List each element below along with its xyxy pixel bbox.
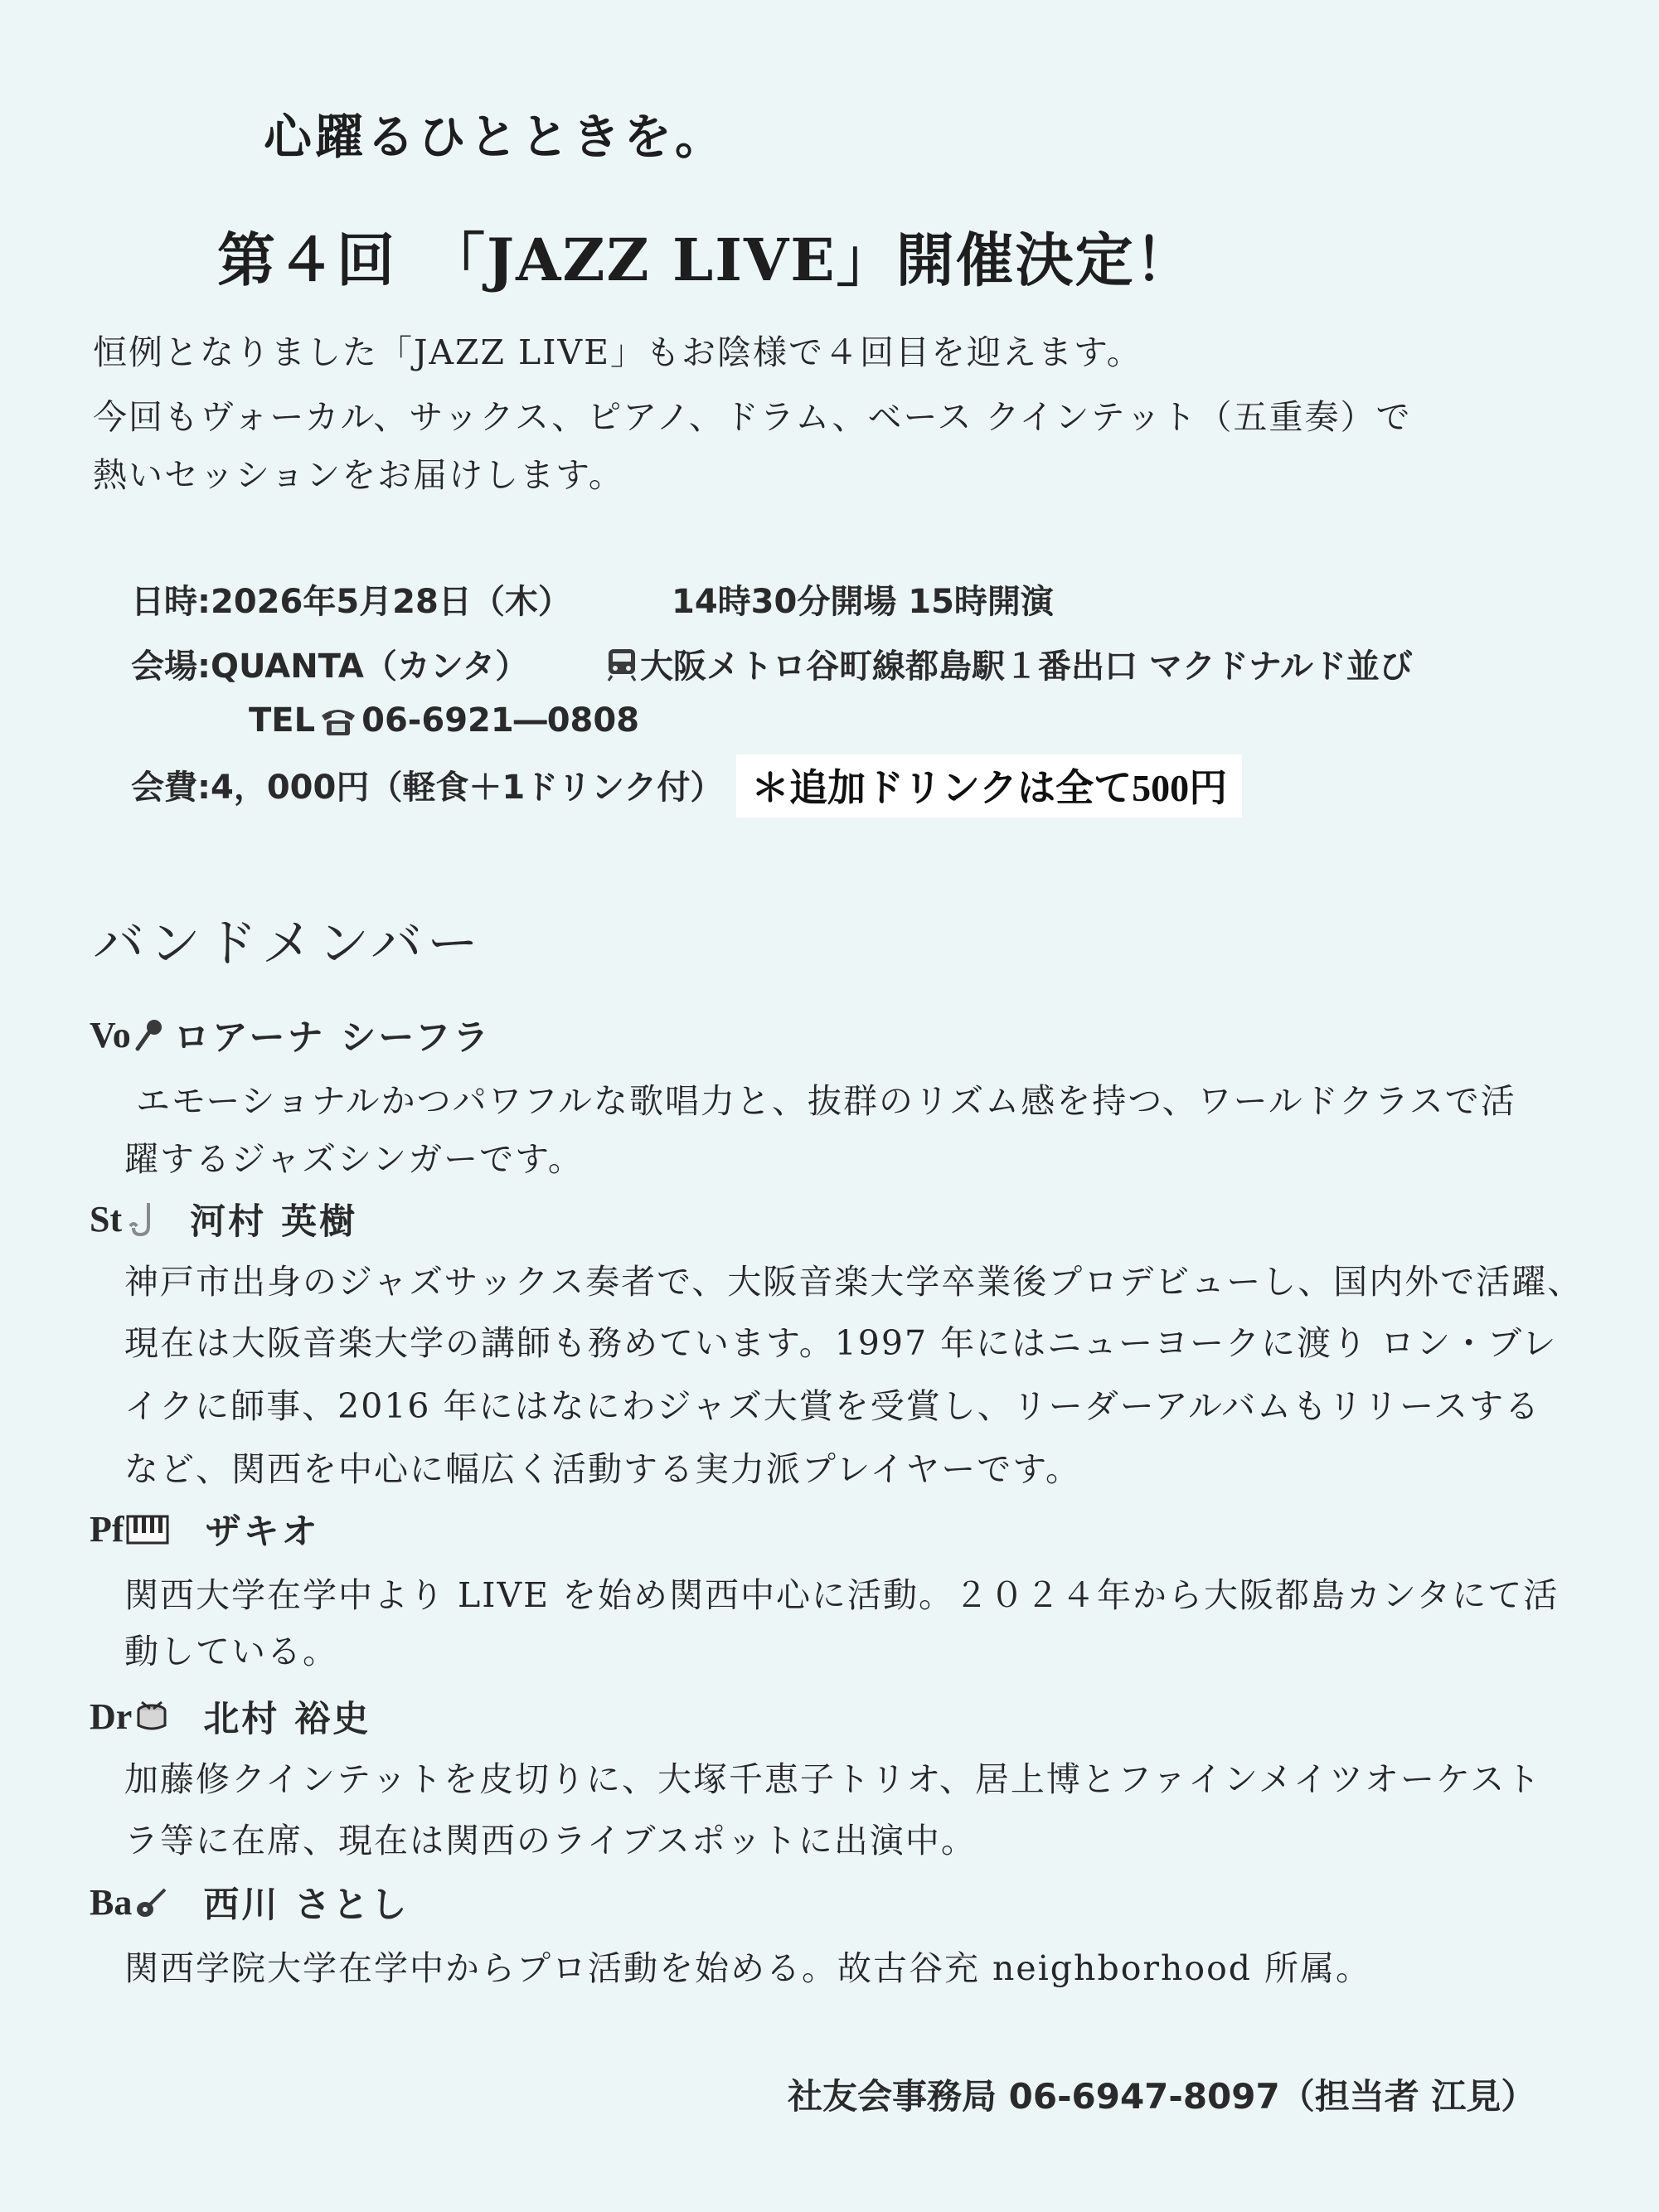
member-header-drums xyxy=(90,1691,371,1742)
event-fee: 会費:4，000円（軽食＋1ドリンク付） xyxy=(131,769,724,807)
train-icon xyxy=(604,646,640,682)
saxophone-icon xyxy=(124,1201,157,1238)
member-header-vocal xyxy=(90,1010,491,1060)
event-access-text: 大阪メトロ谷町線都島駅１番出口 マクドナルド並び xyxy=(640,648,1413,686)
intro-line-1: 恒例となりました「JAZZ LIVE」もお陰様で４回目を迎えます。 xyxy=(93,332,1142,372)
member-bio-line: など、関西を中心に幅広く活動する実力派プレイヤーです。 xyxy=(124,1449,1082,1489)
intro-line-3: 熱いセッションをお届けします。 xyxy=(93,455,624,495)
member-header-bass xyxy=(90,1877,409,1928)
event-datetime: 日時:2026年5月28日（木） xyxy=(131,583,571,621)
drum-icon xyxy=(133,1699,170,1735)
bass-guitar-icon xyxy=(133,1885,170,1921)
tagline: 心躍るひとときを。 xyxy=(264,109,727,165)
event-tel xyxy=(249,701,639,740)
tel-label: TEL xyxy=(249,701,316,740)
footer-contact: 社友会事務局 06-6947-8097（担当者 江見） xyxy=(788,2076,1536,2117)
event-access xyxy=(604,640,1413,687)
instrument-label: Pf xyxy=(90,1509,124,1550)
member-header-sax xyxy=(90,1194,357,1244)
instrument-label: Ba xyxy=(90,1882,133,1923)
intro-line-2: 今回もヴォーカル、サックス、ピアノ、ドラム、ベース クインテット（五重奏）で xyxy=(93,397,1412,437)
event-venue: 会場:QUANTA（カンタ） xyxy=(131,648,529,686)
tel-number: 06-6921―0808 xyxy=(361,701,640,740)
member-bio-line: エモーショナルかつパワフルな歌唱力と、抜群のリズム感を持つ、ワールドクラスで活 xyxy=(136,1081,1516,1121)
member-name: 西川 さとし xyxy=(203,1885,410,1926)
member-bio-line: 神戸市出身のジャズサックス奏者で、大阪音楽大学卒業後プロデビューし、国内外で活躍、 xyxy=(124,1262,1584,1302)
member-bio-line: 現在は大阪音楽大学の講師も務めています。1997 年にはニューヨークに渡り ロン・ブレ xyxy=(124,1323,1558,1363)
member-bio-line: 関西学院大学在学中からプロ活動を始める。故古谷充 neighborhood 所属。 xyxy=(124,1948,1372,1988)
member-name: ロアーナ シーフラ xyxy=(173,1017,492,1059)
member-name: ザキオ xyxy=(205,1511,320,1553)
member-bio-line: 躍するジャズシンガーです。 xyxy=(124,1139,584,1179)
member-name: 河村 英樹 xyxy=(190,1201,358,1243)
event-open-start: 14時30分開場 15時開演 xyxy=(672,583,1054,621)
member-bio-line: 関西大学在学中より LIVE を始め関西中心に活動。２０２４年から大阪都島カンタにて活 xyxy=(124,1575,1560,1615)
member-bio-line: 加藤修クインテットを皮切りに、大塚千恵子トリオ、居上博とファインメイツオーケスト xyxy=(124,1759,1542,1799)
microphone-icon xyxy=(133,1017,166,1054)
headline: 第４回 「JAZZ LIVE」開催決定！ xyxy=(217,226,1195,294)
telephone-icon xyxy=(318,704,358,737)
instrument-label: St xyxy=(90,1199,123,1239)
member-bio-line: 動している。 xyxy=(124,1632,338,1671)
member-name: 北村 裕史 xyxy=(203,1699,371,1740)
drink-note: ＊追加ドリンクは全て500円 xyxy=(736,754,1242,817)
member-header-piano xyxy=(90,1504,320,1555)
member-bio-line: ラ等に在席、現在は関西のライブスポットに出演中。 xyxy=(124,1821,977,1860)
instrument-label: Vo xyxy=(90,1015,131,1055)
member-bio-line: イクに師事、2016 年にはなにわジャズ大賞を受賞し、リーダーアルバムもリリースする xyxy=(124,1386,1541,1426)
instrument-label: Dr xyxy=(90,1696,133,1737)
band-section-title: バンドメンバー xyxy=(93,913,484,973)
piano-keys-icon xyxy=(126,1513,169,1546)
